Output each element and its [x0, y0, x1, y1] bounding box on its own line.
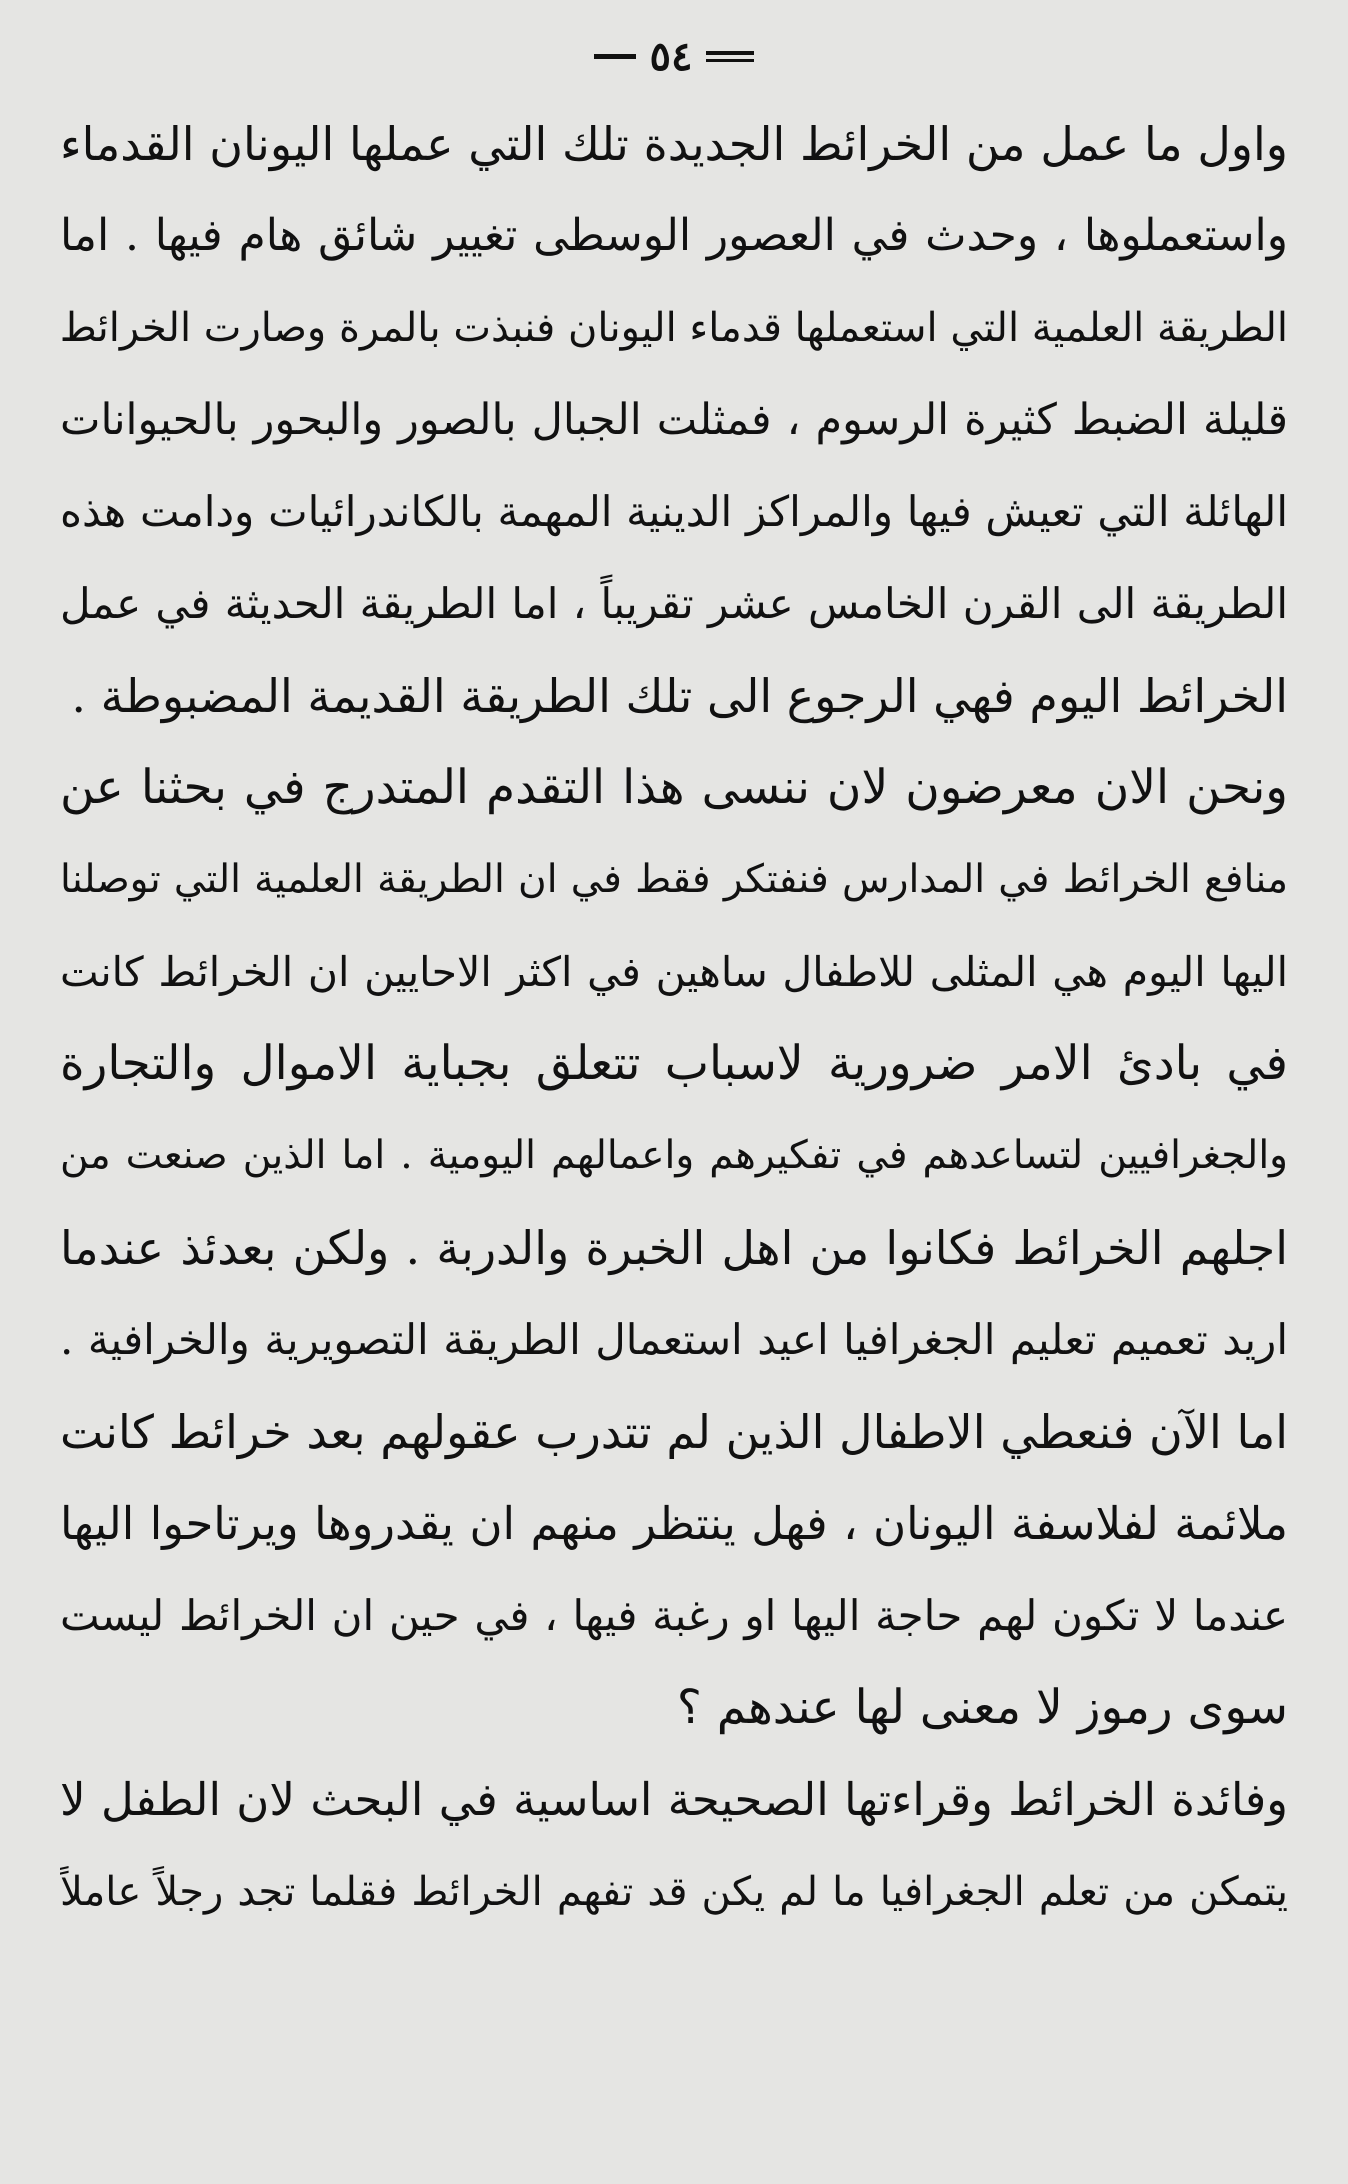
paragraph-3	[60, 1754, 1288, 1938]
text-line: منافع الخرائط في المدارس فنفتكر فقط في ان الطريقة العلمية التي توصلنا	[60, 857, 1288, 902]
text-line: الطريقة العلمية التي استعملها قدماء اليونان فنبذت بالمرة وصارت الخرائط	[60, 305, 1288, 351]
text-line: واول ما عمل من الخرائط الجديدة تلك التي عملها اليونان القدماء	[60, 117, 1288, 171]
text-line: في بادئ الامر ضرورية لاسباب تتعلق بجباية الاموال والتجارة	[60, 1036, 1288, 1091]
body-text	[60, 98, 1288, 1938]
text-line: اليها اليوم هي المثلى للاطفال ساهين في اكثر الاحايين ان الخرائط كانت	[60, 948, 1288, 996]
text-line: الهائلة التي تعيش فيها والمراكز الدينية المهمة بالكاندرائيات ودامت هذه	[60, 487, 1288, 536]
text-line: ملائمة لفلاسفة اليونان ، فهل ينتظر منهم ان يقدروها ويرتاحوا اليها	[60, 1497, 1288, 1550]
paragraph-2	[60, 742, 1288, 1754]
page-header	[60, 32, 1288, 80]
text-line: الخرائط اليوم فهي الرجوع الى تلك الطريقة القديمة المضبوطة .	[71, 669, 1288, 723]
text-line: اما الآن فنعطي الاطفال الذين لم تتدرب عقولهم بعد خرائط كانت	[60, 1405, 1288, 1459]
page-number: ٥٤	[649, 32, 693, 80]
text-line: اريد تعميم تعليم الجغرافيا اعيد استعمال الطريقة التصويرية والخرافية .	[60, 1315, 1288, 1364]
text-line: واستعملوها ، وحدث في العصور الوسطى تغيير شائق هام فيها . اما	[60, 210, 1288, 261]
text-line: ونحن الان معرضون لان ننسى هذا التقدم المتدرج في بحثنا عن	[60, 760, 1288, 815]
paragraph-1	[60, 98, 1288, 742]
header-rule-right	[706, 51, 754, 62]
text-line: وفائدة الخرائط وقراءتها الصحيحة اساسية في البحث لان الطفل لا	[60, 1773, 1288, 1826]
text-line: اجلهم الخرائط فكانوا من اهل الخبرة والدربة . ولكن بعدئذ عندما	[60, 1221, 1288, 1275]
text-line: يتمكن من تعلم الجغرافيا ما لم يكن قد تفهم الخرائط فقلما تجد رجلاً عاملاً	[60, 1869, 1288, 1915]
text-line: قليلة الضبط كثيرة الرسوم ، فمثلت الجبال بالصور والبحور بالحيوانات	[60, 395, 1288, 445]
header-rule-left	[594, 54, 636, 59]
text-line: سوى رموز لا معنى لها عندهم ؟	[676, 1680, 1288, 1735]
text-line: الطريقة الى القرن الخامس عشر تقريباً ، اما الطريقة الحديثة في عمل	[60, 579, 1288, 628]
text-line: والجغرافيين لتساعدهم في تفكيرهم واعمالهم اليومية . اما الذين صنعت من	[60, 1133, 1288, 1178]
text-line: عندما لا تكون لهم حاجة اليها او رغبة فيها ، في حين ان الخرائط ليست	[60, 1591, 1288, 1640]
